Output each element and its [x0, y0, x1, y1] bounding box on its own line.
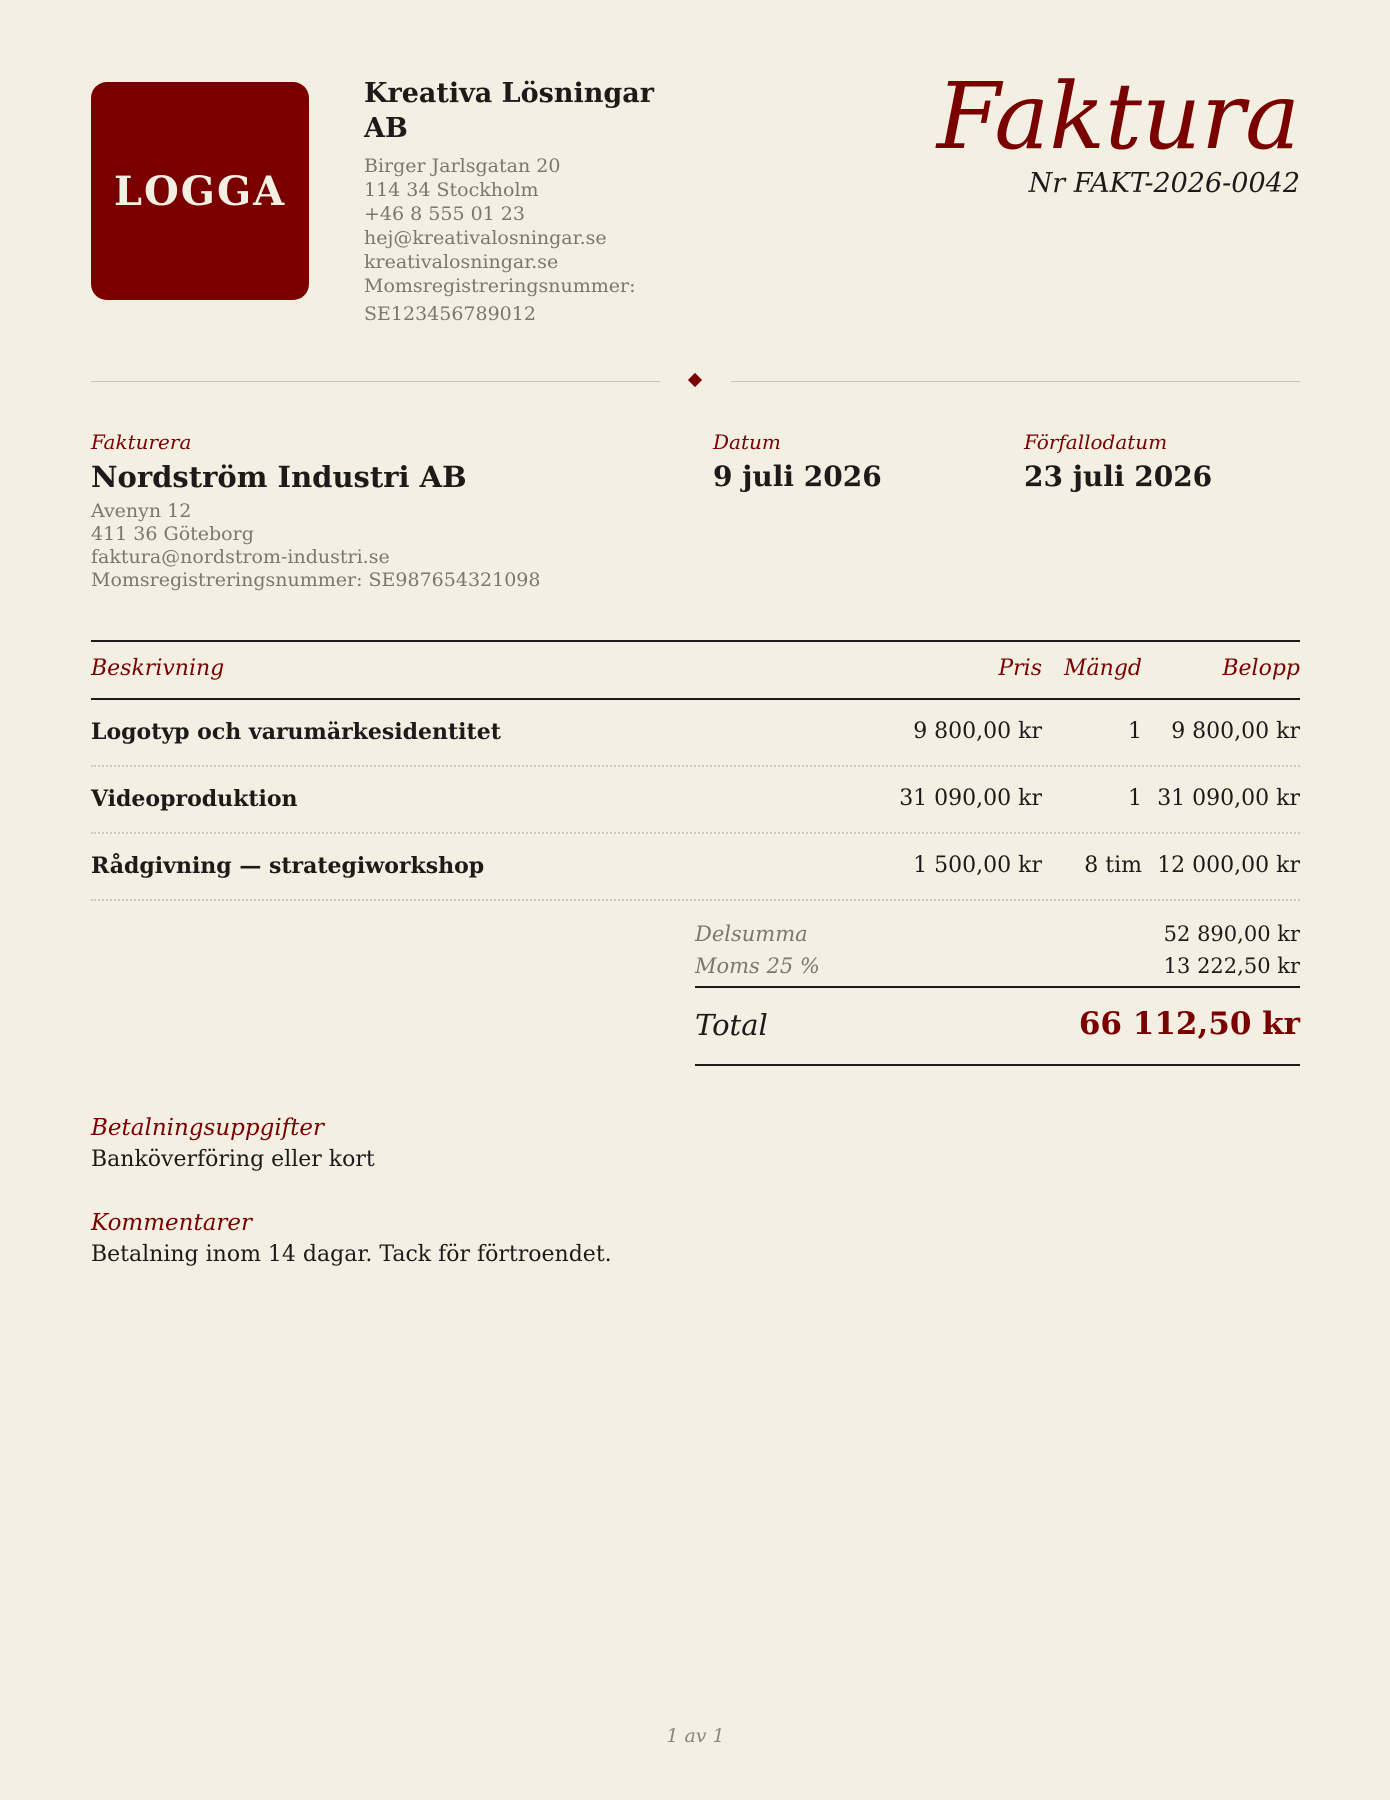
divider-line-right — [731, 381, 1300, 382]
customer-vat: Momsregistreringsnummer: SE987654321098 — [91, 569, 541, 591]
customer-email: faktura@nordstrom-industri.se — [91, 546, 390, 568]
invoice-page — [91, 0, 1300, 1800]
header-price: Pris — [998, 656, 1042, 681]
item-quantity: 1 — [1128, 786, 1142, 811]
line-items-table — [91, 640, 1300, 901]
seller-phone: +46 8 555 01 23 — [364, 203, 525, 225]
seller-postal: 114 34 Stockholm — [364, 179, 539, 201]
diamond-ornament-icon — [688, 373, 702, 387]
item-amount: 12 000,00 kr — [1157, 853, 1300, 878]
notes-section — [91, 1115, 891, 1267]
seller-website: kreativalosningar.se — [364, 251, 559, 273]
due-date: 23 juli 2026 — [1024, 460, 1213, 493]
total-label: Total — [695, 1008, 768, 1042]
item-amount: 31 090,00 kr — [1157, 786, 1300, 811]
item-quantity: 1 — [1128, 719, 1142, 744]
table-header — [91, 640, 1300, 700]
header-amount: Belopp — [1222, 656, 1300, 681]
item-description: Rådgivning — strategiworkshop — [91, 853, 485, 879]
divider-line-left — [91, 381, 660, 382]
logo-text: LOGGA — [113, 167, 287, 215]
item-price: 31 090,00 kr — [899, 786, 1042, 811]
invoice-heading — [937, 62, 1300, 199]
subtotal-row — [695, 920, 1300, 952]
invoice-date-label: Datum — [713, 430, 781, 454]
invoice-number: Nr FAKT-2026-0042 — [1028, 168, 1300, 199]
vat-value: 13 222,50 kr — [1163, 954, 1300, 978]
customer-name: Nordström Industri AB — [91, 460, 467, 494]
customer-street: Avenyn 12 — [91, 500, 192, 522]
item-price: 9 800,00 kr — [913, 719, 1042, 744]
seller-vat-label: Momsregistreringsnummer: — [364, 275, 636, 297]
seller-info — [364, 76, 664, 326]
page-number: 1 av 1 — [666, 1725, 725, 1747]
comments-label: Kommentarer — [91, 1210, 253, 1236]
comments-text: Betalning inom 14 dagar. Tack för förtroendet. — [91, 1242, 612, 1267]
subtotal-value: 52 890,00 kr — [1163, 922, 1300, 946]
table-row — [91, 767, 1300, 834]
bill-to-label: Fakturera — [91, 430, 192, 454]
header-quantity: Mängd — [1064, 656, 1142, 681]
payment-text: Banköverföring eller kort — [91, 1147, 375, 1172]
vat-row — [695, 952, 1300, 984]
item-quantity: 8 tim — [1084, 853, 1142, 878]
invoice-title: Faktura — [936, 63, 1300, 170]
item-price: 1 500,00 kr — [913, 853, 1042, 878]
totals-section — [695, 920, 1300, 1066]
seller-vat-number: SE123456789012 — [364, 303, 536, 325]
table-row — [91, 700, 1300, 767]
item-amount: 9 800,00 kr — [1171, 719, 1300, 744]
header-description: Beskrivning — [91, 656, 225, 681]
total-row — [695, 986, 1300, 1066]
seller-email: hej@kreativalosningar.se — [364, 227, 607, 249]
header-divider — [91, 381, 1300, 382]
item-description: Videoproduktion — [91, 786, 298, 812]
item-description: Logotyp och varumärkesidentitet — [91, 719, 501, 745]
seller-name: Kreativa Lösningar AB — [364, 78, 654, 144]
customer-postal: 411 36 Göteborg — [91, 523, 254, 545]
bill-to-section — [91, 430, 651, 592]
invoice-date: 9 juli 2026 — [713, 460, 882, 493]
due-date-label: Förfallodatum — [1024, 430, 1168, 454]
table-row — [91, 834, 1300, 901]
due-date-block — [1024, 430, 1212, 496]
subtotal-label: Delsumma — [695, 922, 808, 946]
payment-label: Betalningsuppgifter — [91, 1115, 325, 1141]
total-value: 66 112,50 kr — [1078, 1006, 1300, 1042]
invoice-date-block — [713, 430, 882, 496]
vat-label: Moms 25 % — [695, 954, 820, 978]
company-logo — [91, 82, 309, 300]
seller-street: Birger Jarlsgatan 20 — [364, 155, 561, 177]
